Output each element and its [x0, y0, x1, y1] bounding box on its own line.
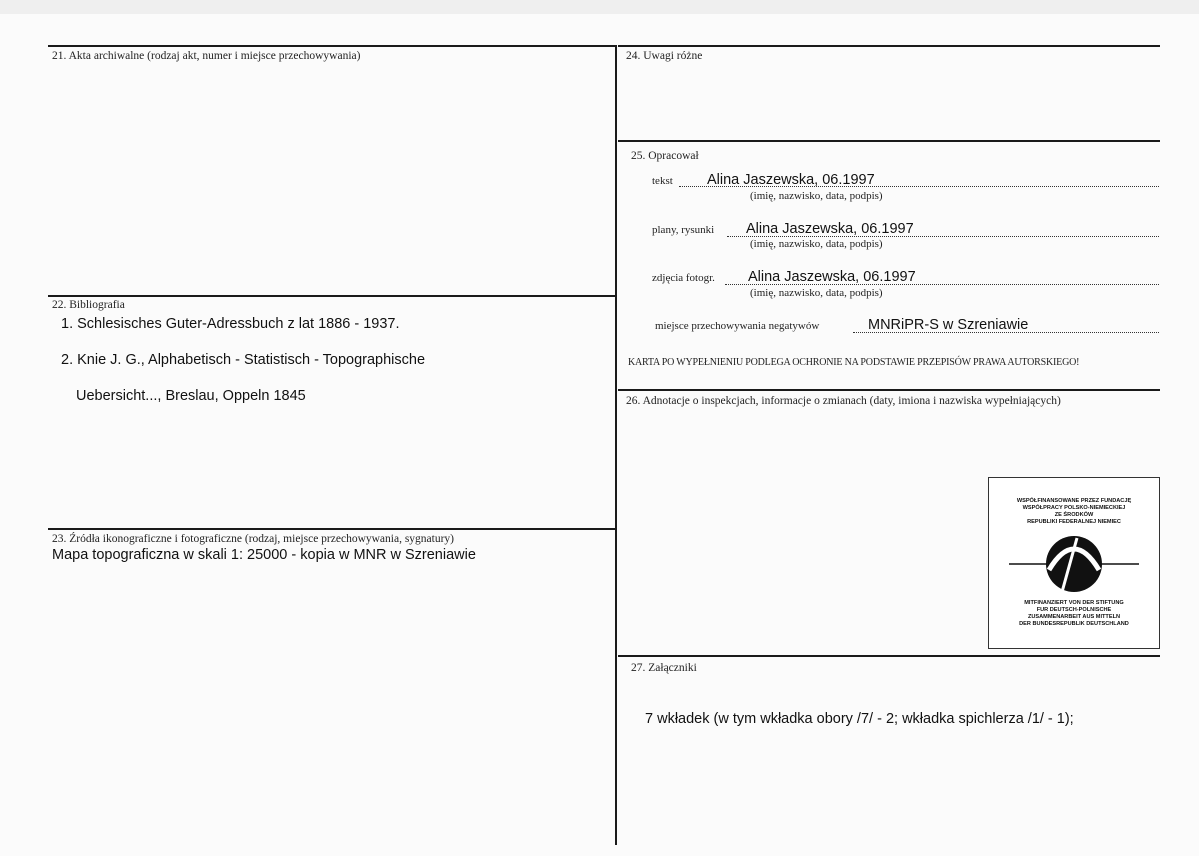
top-rule-right: [618, 45, 1160, 47]
zdjecia-label: zdjęcia fotogr.: [652, 272, 715, 284]
center-divider: [615, 45, 617, 845]
rule-s27: [618, 655, 1160, 657]
tekst-value: Alina Jaszewska, 06.1997: [707, 172, 875, 188]
copyright-notice: KARTA PO WYPEŁNIENIU PODLEGA OCHRONIE NA PODSTAWIE PRZEPISÓW PRAWA AUTORSKIEGO!: [628, 357, 1080, 368]
rule-s26: [618, 389, 1160, 391]
section-25-label: 25. Opracował: [631, 150, 699, 162]
bridge-globe-icon: [989, 530, 1159, 600]
logo-text-pl-4: REPUBLIKI FEDERALNEJ NIEMIEC: [1027, 519, 1121, 525]
tekst-label: tekst: [652, 175, 673, 187]
attachments-value: 7 wkładek (w tym wkładka obory /7/ - 2; wkładka spichlerza /1/ - 1);: [645, 711, 1074, 727]
zdjecia-value: Alina Jaszewska, 06.1997: [748, 269, 916, 285]
logo-text-de-2: FUR DEUTSCH-POLNISCHE: [1036, 607, 1112, 613]
rule-s25: [618, 140, 1160, 142]
iconography-value: Mapa topograficzna w skali 1: 25000 - kopia w MNR w Szreniawie: [52, 547, 476, 563]
rule-s22: [48, 295, 616, 297]
section-27-label: 27. Załączniki: [631, 662, 697, 674]
negatywy-value: MNRiPR-S w Szreniawie: [868, 317, 1029, 333]
zdjecia-hint: (imię, nazwisko, data, podpis): [750, 287, 883, 299]
rule-s23: [48, 528, 616, 530]
logo-text-pl-1: WSPÓŁFINANSOWANE PRZEZ FUNDACJĘ: [1016, 498, 1132, 504]
logo-text-de-4: DER BUNDESREPUBLIK DEUTSCHLAND: [1019, 621, 1129, 627]
section-24-label: 24. Uwagi różne: [626, 50, 703, 62]
section-23-label: 23. Źródła ikonograficzne i fotograficzne (rodzaj, miejsce przechowywania, sygnatury): [52, 533, 455, 545]
section-26-label: 26. Adnotacje o inspekcjach, informacje o zmianach (daty, imiona i nazwiska wypełniających): [626, 395, 1061, 407]
logo-text-pl-3: ZE ŚRODKÓW: [1054, 512, 1094, 518]
section-21-label: 21. Akta archiwalne (rodzaj akt, numer i miejsce przechowywania): [52, 50, 361, 62]
top-rule-left: [48, 45, 616, 47]
section-22-label: 22. Bibliografia: [52, 299, 125, 311]
bibliography-item-1: 1. Schlesisches Guter-Adressbuch z lat 1886 - 1937.: [61, 316, 400, 332]
logo-text-pl-2: WSPÓŁPRACY POLSKO-NIEMIECKIEJ: [1022, 505, 1126, 511]
plany-label: plany, rysunki: [652, 224, 715, 236]
scan-edge: [0, 0, 1199, 14]
logo-text-de-1: MITFINANZIERT VON DER STIFTUNG: [1024, 600, 1124, 606]
bibliography-item-2-cont: Uebersicht..., Breslau, Oppeln 1845: [76, 388, 306, 404]
bibliography-item-2: 2. Knie J. G., Alphabetisch - Statistisch - Topographische: [61, 352, 426, 368]
plany-value: Alina Jaszewska, 06.1997: [746, 221, 914, 237]
funding-logo: [988, 477, 1160, 649]
logo-text-de-3: ZUSAMMENARBEIT AUS MITTELN: [1027, 614, 1121, 620]
plany-hint: (imię, nazwisko, data, podpis): [750, 238, 883, 250]
tekst-hint: (imię, nazwisko, data, podpis): [750, 190, 883, 202]
negatywy-label: miejsce przechowywania negatywów: [655, 320, 820, 332]
